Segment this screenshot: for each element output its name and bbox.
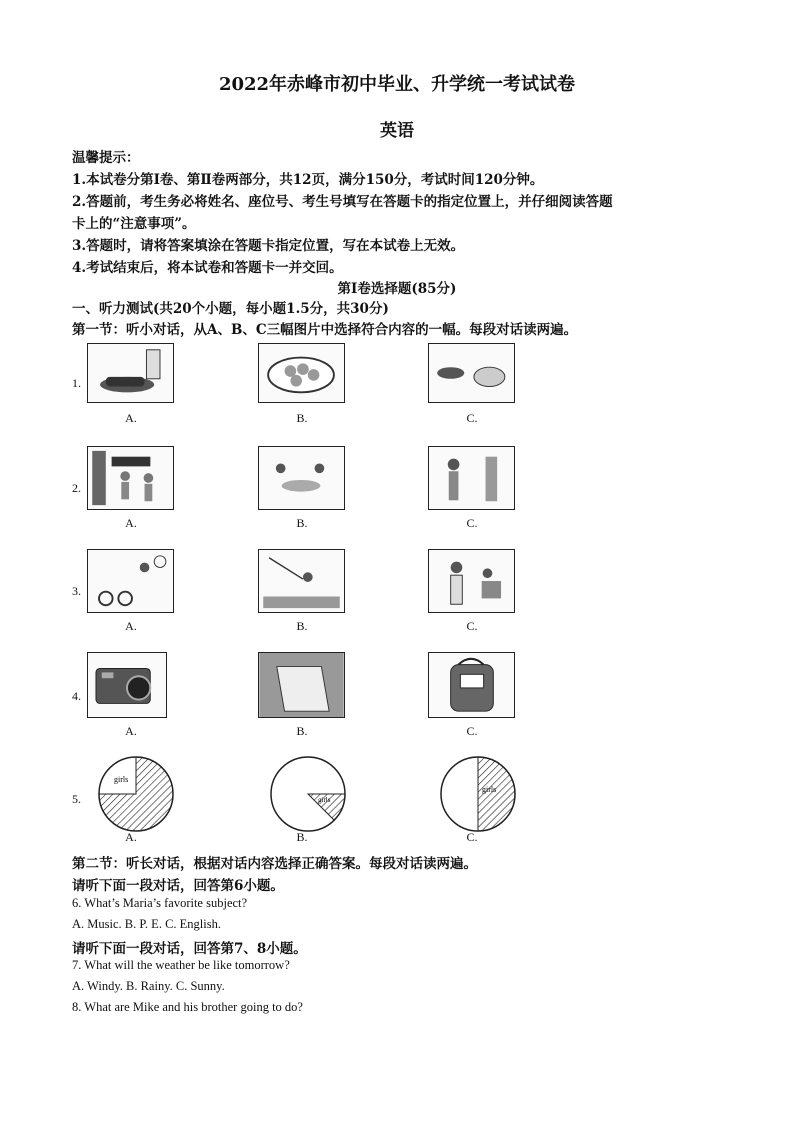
picture-4a-camera[interactable] [87, 652, 167, 718]
question-7: 7. What will the weather be like tomorrow? [72, 958, 290, 972]
picture-1c-fish-rice[interactable] [428, 343, 515, 403]
exam-title: 2022年赤峰市初中毕业、升学统一考试试卷 [218, 74, 576, 95]
option-5c[interactable]: C. [466, 830, 478, 844]
notice-item-2: 2.答题前，考生务必将姓名、座位号、考生号填写在答题卡的指定位置上，并仔细阅读答题 [72, 194, 613, 210]
part1-title: 第Ⅰ卷选择题(85分) [337, 281, 457, 297]
option-2c[interactable]: C. [466, 516, 478, 530]
option-1a[interactable]: A. [125, 411, 137, 425]
picture-4b-paper[interactable] [258, 652, 345, 718]
option-2b[interactable]: B. [296, 516, 308, 530]
pie-label-5b: girls [318, 796, 331, 804]
picture-3b-fishing[interactable] [258, 549, 345, 613]
pie-label-5c: girls [482, 785, 497, 794]
picture-2a-people-shop[interactable] [87, 446, 174, 510]
pie-5c-half[interactable] [438, 754, 518, 834]
question-6-instruction: 请听下面一段对话，回答第6小题。 [72, 878, 284, 894]
section-2-instruction: 第二节：听长对话，根据对话内容选择正确答案。每段对话读两遍。 [72, 856, 477, 872]
picture-1a-bread-milk[interactable] [87, 343, 174, 403]
picture-3c-doctor[interactable] [428, 549, 515, 613]
option-2a[interactable]: A. [125, 516, 137, 530]
pie-5b-small-slice[interactable] [268, 754, 348, 834]
question-6-options[interactable]: A. Music. B. P. E. C. English. [72, 917, 221, 931]
question-8: 8. What are Mike and his brother going to do? [72, 1000, 303, 1014]
question-7-options[interactable]: A. Windy. B. Rainy. C. Sunny. [72, 979, 225, 993]
option-1b[interactable]: B. [296, 411, 308, 425]
question-number-3: 3. [72, 584, 81, 598]
pie-5a-three-quarter[interactable] [96, 754, 176, 834]
notice-item-4: 4.考试结束后，将本试卷和答题卡一并交回。 [72, 260, 343, 276]
question-number-4: 4. [72, 689, 81, 703]
option-5b[interactable]: B. [296, 830, 308, 844]
question-6: 6. What’s Maria’s favorite subject? [72, 896, 248, 910]
option-3a[interactable]: A. [125, 619, 137, 633]
notice-heading: 温馨提示： [72, 150, 140, 166]
section-1-instruction: 第一节：听小对话，从A、B、C三幅图片中选择符合内容的一幅。每段对话读两遍。 [72, 322, 578, 338]
picture-3a-bike[interactable] [87, 549, 174, 613]
option-3c[interactable]: C. [466, 619, 478, 633]
picture-4c-backpack[interactable] [428, 652, 515, 718]
notice-item-2-cont: 卡上的“注意事项”。 [72, 216, 196, 232]
pie-label-5a: girls [114, 775, 129, 784]
option-5a[interactable]: A. [125, 830, 137, 844]
option-4a[interactable]: A. [125, 724, 137, 738]
option-4b[interactable]: B. [296, 724, 308, 738]
question-number-2: 2. [72, 481, 81, 495]
option-3b[interactable]: B. [296, 619, 308, 633]
exam-subject: 英语 [380, 121, 414, 141]
question-number-1: 1. [72, 376, 81, 390]
question-78-instruction: 请听下面一段对话，回答第7、8小题。 [72, 941, 307, 957]
section-listening: 一、听力测试(共20个小题，每小题1.5分，共30分) [72, 301, 389, 317]
option-1c[interactable]: C. [466, 411, 478, 425]
picture-1b-dumplings[interactable] [258, 343, 345, 403]
picture-2b-dinner[interactable] [258, 446, 345, 510]
option-4c[interactable]: C. [466, 724, 478, 738]
notice-item-3: 3.答题时，请将答案填涂在答题卡指定位置，写在本试卷上无效。 [72, 238, 465, 254]
picture-2c-shopping[interactable] [428, 446, 515, 510]
question-number-5: 5. [72, 792, 81, 806]
notice-item-1: 1.本试卷分第Ⅰ卷、第Ⅱ卷两部分，共12页，满分150分，考试时间120分钟。 [72, 172, 544, 188]
